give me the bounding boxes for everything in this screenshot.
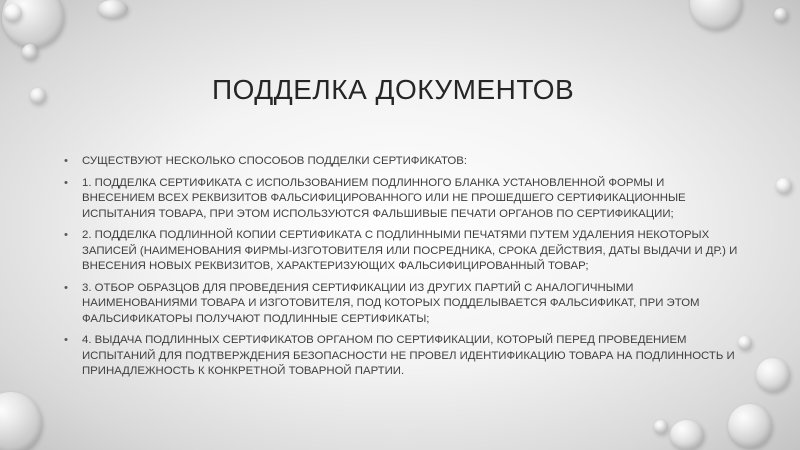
bullet-item: • 3. ОТБОР ОБРАЗЦОВ ДЛЯ ПРОВЕДЕНИЯ СЕРТИФИКАЦИИ ИЗ ДРУГИХ ПАРТИЙ С АНАЛОГИЧНЫМИ НАИМЕНОВАНИЯМИ ТОВАРА И ИЗГОТОВИТЕЛЯ, ПОД КОТОРЫХ ПОДДЕЛЫВАЕТСЯ ФАЛЬСИФИКАТ, ПРИ ЭТОМ ФАЛЬСИФИКАТОРЫ ПОЛУЧАЮТ ПОДЛИННЫЕ СЕРТИФИКАТЫ;: [60, 281, 740, 328]
water-droplet-decoration: [776, 178, 792, 194]
water-droplet-decoration: [22, 44, 38, 60]
water-droplet-decoration: [728, 404, 772, 448]
water-droplet-decoration: [738, 336, 752, 350]
water-droplet-decoration: [690, 0, 742, 30]
bullet-item: • 2. ПОДДЕЛКА ПОДЛИННОЙ КОПИИ СЕРТИФИКАТА С ПОДЛИННЫМИ ПЕЧАТЯМИ ПУТЕМ УДАЛЕНИЯ НЕКОТОРЫХ ЗАПИСЕЙ (НАИМЕНОВАНИЯ ФИРМЫ-ИЗГОТОВИТЕЛЯ ИЛИ ПОСРЕДНИКА, СРОКА ДЕЙСТВИЯ, ДАТЫ ВЫДАЧИ И ДР.) И ВНЕСЕНИЯ НОВЫХ РЕКВИЗИТОВ, ХАРАКТЕРИЗУЮЩИХ ФАЛЬСИФИЦИРОВАННЫЙ ТОВАР;: [60, 228, 740, 275]
water-droplet-decoration: [756, 358, 790, 392]
bullet-item: • СУЩЕСТВУЮТ НЕСКОЛЬКО СПОСОБОВ ПОДДЕЛКИ СЕРТИФИКАТОВ:: [60, 154, 740, 170]
bullet-item: • 1. ПОДДЕЛКА СЕРТИФИКАТА С ИСПОЛЬЗОВАНИЕМ ПОДЛИННОГО БЛАНКА УСТАНОВЛЕННОЙ ФОРМЫ И ВНЕСЕНИЕМ ВСЕХ РЕКВИЗИТОВ ФАЛЬСИФИЦИРОВАННОГО ИЛИ НЕ ПРОШЕДШЕГО СЕРТИФИКАЦИОННЫЕ ИСПЫТАНИЯ ТОВАРА, ПРИ ЭТОМ ИСПОЛЬЗУЮТСЯ ФАЛЬШИВЫЕ ПЕЧАТИ ОРГАНОВ ПО СЕРТИФИКАЦИИ;: [60, 176, 740, 223]
water-droplet-decoration: [654, 420, 668, 434]
water-droplet-decoration: [98, 0, 128, 18]
water-droplet-decoration: [774, 8, 788, 22]
slide-title: ПОДДЕЛКА ДОКУМЕНТОВ: [212, 74, 575, 105]
water-droplet-decoration: [30, 88, 46, 104]
bullet-item: • 4. ВЫДАЧА ПОДЛИННЫХ СЕРТИФИКАТОВ ОРГАНОМ ПО СЕРТИФИКАЦИИ, КОТОРЫЙ ПЕРЕД ПРОВЕДЕНИЕМ ИСПЫТАНИЙ ДЛЯ ПОДТВЕРЖДЕНИЯ БЕЗОПАСНОСТИ НЕ ПРОВЕЛ ИДЕНТИФИКАЦИЮ ТОВАРА НА ПОДЛИННОСТЬ И ПРИНАДЛЕЖНОСТЬ К КОНКРЕТНОЙ ТОВАРНОЙ ПАРТИИ.: [60, 333, 740, 380]
water-droplet-decoration: [4, 4, 22, 22]
bullet-list: [60, 154, 740, 386]
water-droplet-decoration: [0, 392, 42, 450]
water-droplet-decoration: [670, 420, 704, 450]
